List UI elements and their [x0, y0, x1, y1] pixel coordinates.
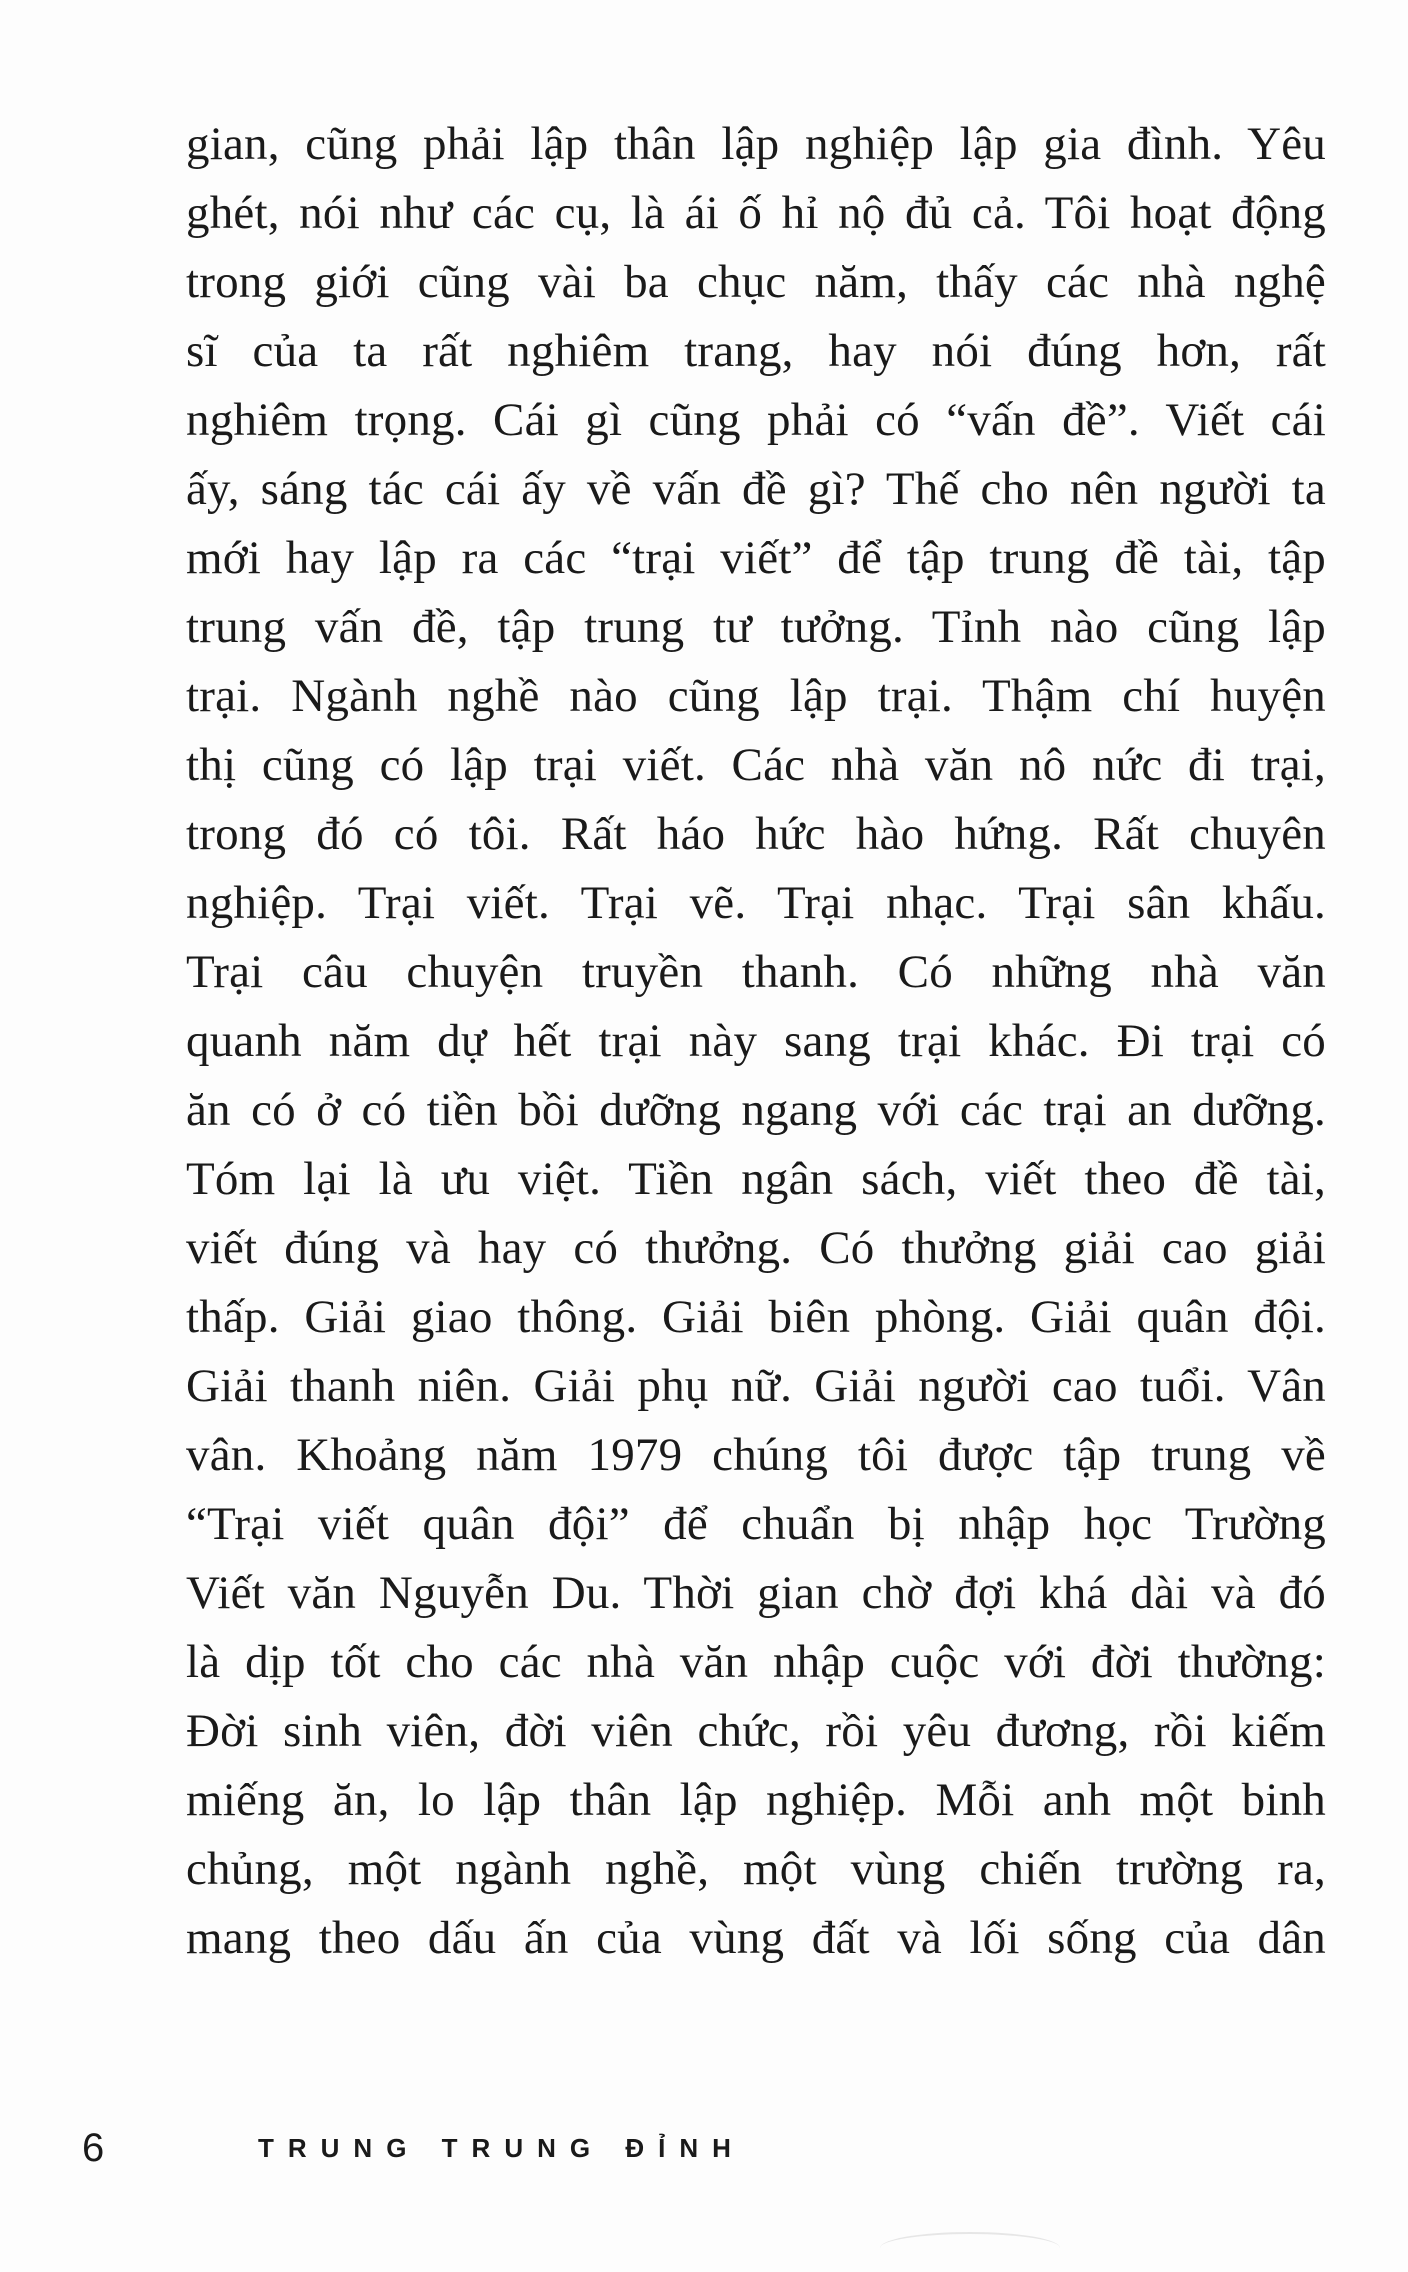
text-line: “Trại viết quân đội” để chuẩn bị nhập học Trường	[186, 1498, 1326, 1550]
text-line: mang theo dấu ấn của vùng đất và lối sống của dân	[186, 1912, 1326, 1964]
scan-artifact	[880, 2232, 1060, 2264]
page-number: 6	[82, 2125, 105, 2170]
text-line: trung vấn đề, tập trung tư tưởng. Tỉnh nào cũng lập	[186, 601, 1326, 653]
text-line: trong đó có tôi. Rất háo hức hào hứng. Rất chuyên	[186, 808, 1326, 860]
text-line: trại. Ngành nghề nào cũng lập trại. Thậm chí huyện	[186, 670, 1326, 722]
text-line: thị cũng có lập trại viết. Các nhà văn nô nức đi trại,	[186, 739, 1326, 791]
text-line: mới hay lập ra các “trại viết” để tập trung đề tài, tập	[186, 532, 1326, 584]
text-line: Viết văn Nguyễn Du. Thời gian chờ đợi khá dài và đó	[186, 1567, 1326, 1619]
text-line: miếng ăn, lo lập thân lập nghiệp. Mỗi anh một binh	[186, 1774, 1326, 1826]
text-line: Tóm lại là ưu việt. Tiền ngân sách, viết theo đề tài,	[186, 1153, 1326, 1205]
text-line: ghét, nói như các cụ, là ái ố hỉ nộ đủ cả. Tôi hoạt động	[186, 187, 1326, 239]
text-line: vân. Khoảng năm 1979 chúng tôi được tập trung về	[186, 1429, 1326, 1481]
page-footer	[82, 2118, 745, 2178]
text-line: sĩ của ta rất nghiêm trang, hay nói đúng hơn, rất	[186, 325, 1326, 377]
text-line: viết đúng và hay có thưởng. Có thưởng giải cao giải	[186, 1222, 1326, 1274]
text-line: Trại câu chuyện truyền thanh. Có những nhà văn	[186, 946, 1326, 998]
text-line: nghiêm trọng. Cái gì cũng phải có “vấn đề”. Viết cái	[186, 394, 1326, 446]
text-line: ấy, sáng tác cái ấy về vấn đề gì? Thế cho nên người ta	[186, 463, 1326, 515]
text-line: trong giới cũng vài ba chục năm, thấy các nhà nghệ	[186, 256, 1326, 308]
text-line: ăn có ở có tiền bồi dưỡng ngang với các trại an dưỡng.	[186, 1084, 1326, 1136]
text-line: là dịp tốt cho các nhà văn nhập cuộc với đời thường:	[186, 1636, 1326, 1688]
text-line: Giải thanh niên. Giải phụ nữ. Giải người cao tuổi. Vân	[186, 1360, 1326, 1412]
text-line: gian, cũng phải lập thân lập nghiệp lập gia đình. Yêu	[186, 118, 1326, 170]
text-line: quanh năm dự hết trại này sang trại khác. Đi trại có	[186, 1015, 1326, 1067]
running-head: TRUNG TRUNG ĐỈNH	[258, 2132, 745, 2163]
text-line: nghiệp. Trại viết. Trại vẽ. Trại nhạc. Trại sân khấu.	[186, 877, 1326, 929]
text-line: chủng, một ngành nghề, một vùng chiến trường ra,	[186, 1843, 1326, 1895]
text-line: Đời sinh viên, đời viên chức, rồi yêu đương, rồi kiếm	[186, 1705, 1326, 1757]
body-text	[186, 110, 1326, 1973]
text-line: thấp. Giải giao thông. Giải biên phòng. Giải quân đội.	[186, 1291, 1326, 1343]
